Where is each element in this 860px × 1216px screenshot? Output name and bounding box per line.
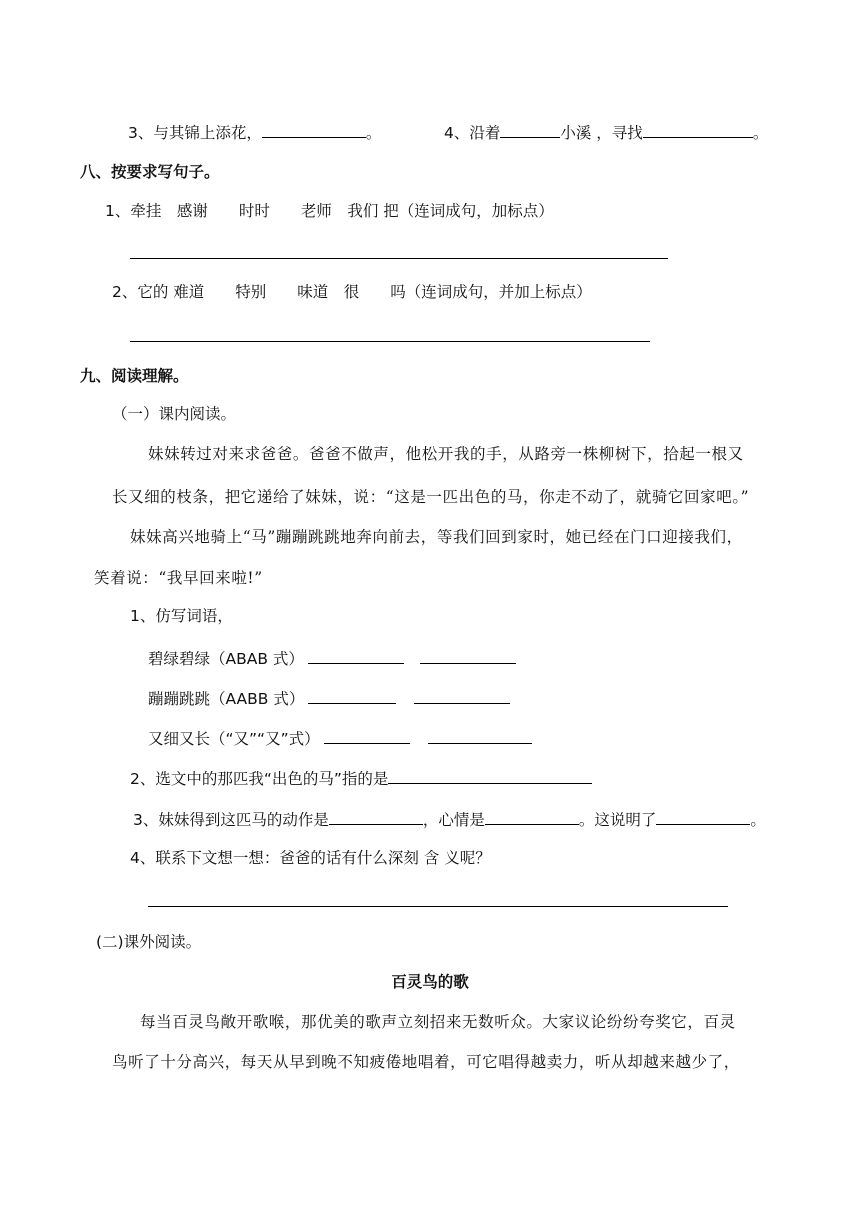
passage2-title: 百灵鸟的歌 bbox=[391, 973, 469, 991]
answer-blank[interactable] bbox=[308, 687, 396, 704]
part2-label: (二)课外阅读。 bbox=[96, 933, 202, 951]
answer-blank[interactable] bbox=[414, 687, 510, 704]
sentence1-prompt: 1、牵挂 感谢 时时 老师 我们 把（连词成句，加标点） bbox=[105, 202, 554, 220]
q7-item3-end: 。 bbox=[365, 124, 382, 142]
answer-line[interactable] bbox=[130, 341, 650, 342]
q7-item4 bbox=[444, 121, 768, 143]
answer-blank[interactable] bbox=[324, 727, 410, 744]
question3-text: 。这说明了 bbox=[578, 811, 657, 829]
question4: 4、联系下文想一想：爸爸的话有什么深刻 含 义呢？ bbox=[130, 849, 491, 867]
answer-blank[interactable] bbox=[428, 727, 532, 744]
answer-blank[interactable] bbox=[656, 808, 750, 825]
section9-heading: 九、阅读理解。 bbox=[80, 367, 189, 385]
q7-item4-text: 4、沿着 bbox=[444, 124, 501, 142]
passage2-line: 每当百灵鸟敞开歌喉，那优美的歌声立刻招来无数听众。大家议论纷纷夸奖它，百灵 bbox=[140, 1013, 736, 1031]
answer-blank[interactable] bbox=[485, 808, 579, 825]
q7-item4-mid: 小溪 ，寻找 bbox=[560, 124, 643, 142]
section8-heading: 八、按要求写句子。 bbox=[80, 163, 220, 181]
part1-label: （一）课内阅读。 bbox=[112, 405, 237, 423]
question1b bbox=[148, 687, 510, 709]
question1a bbox=[148, 647, 516, 669]
q7-item3 bbox=[128, 121, 381, 143]
passage2-line: 鸟听了十分高兴，每天从早到晚不知疲倦地唱着，可它唱得越卖力，听从却越来越少了， bbox=[112, 1053, 740, 1071]
question3-text: 3、妹妹得到这匹马的动作是 bbox=[133, 811, 329, 829]
question3-text: ，心情是 bbox=[422, 811, 485, 829]
sentence2-prompt: 2、它的 难道 特别 味道 很 吗（连词成句，并加上标点） bbox=[112, 283, 592, 301]
question3-end: 。 bbox=[750, 811, 766, 829]
answer-blank[interactable] bbox=[308, 647, 404, 664]
answer-blank[interactable] bbox=[262, 121, 366, 138]
question2-text: 2、选文中的那匹我“出色的马”指的是 bbox=[130, 770, 389, 788]
answer-blank[interactable] bbox=[420, 647, 516, 664]
answer-blank[interactable] bbox=[388, 767, 592, 784]
q7-item3-text: 3、与其锦上添花， bbox=[128, 124, 262, 142]
passage1-line: 笑着说：“我早回来啦!” bbox=[94, 569, 263, 587]
answer-blank[interactable] bbox=[329, 808, 423, 825]
question3 bbox=[133, 808, 766, 830]
passage1-line: 长又细的枝条，把它递给了妹妹，说：“这是一匹出色的马，你走不动了，就骑它回家吧。” bbox=[112, 488, 750, 506]
q7-item4-end: 。 bbox=[752, 124, 769, 142]
passage1-line: 妹妹高兴地骑上“马”蹦蹦跳跳地奔向前去，等我们回到家时，她已经在门口迎接我们， bbox=[130, 528, 743, 546]
answer-blank[interactable] bbox=[500, 121, 560, 138]
answer-line[interactable] bbox=[130, 258, 668, 259]
question1: 1、仿写词语， bbox=[130, 607, 233, 625]
question1c bbox=[148, 727, 532, 749]
passage1-line: 妹妹转过对来求爸爸。爸爸不做声，他松开我的手，从路旁一株柳树下，拾起一根又 bbox=[148, 445, 744, 463]
answer-blank[interactable] bbox=[643, 121, 753, 138]
question1a-text: 碧绿碧绿（ABAB 式） bbox=[148, 650, 304, 668]
question1c-text: 又细又长（“又”“又”式） bbox=[148, 730, 320, 748]
question2 bbox=[130, 767, 592, 789]
question1b-text: 蹦蹦跳跳（AABB 式） bbox=[148, 690, 305, 708]
answer-line[interactable] bbox=[148, 906, 728, 907]
